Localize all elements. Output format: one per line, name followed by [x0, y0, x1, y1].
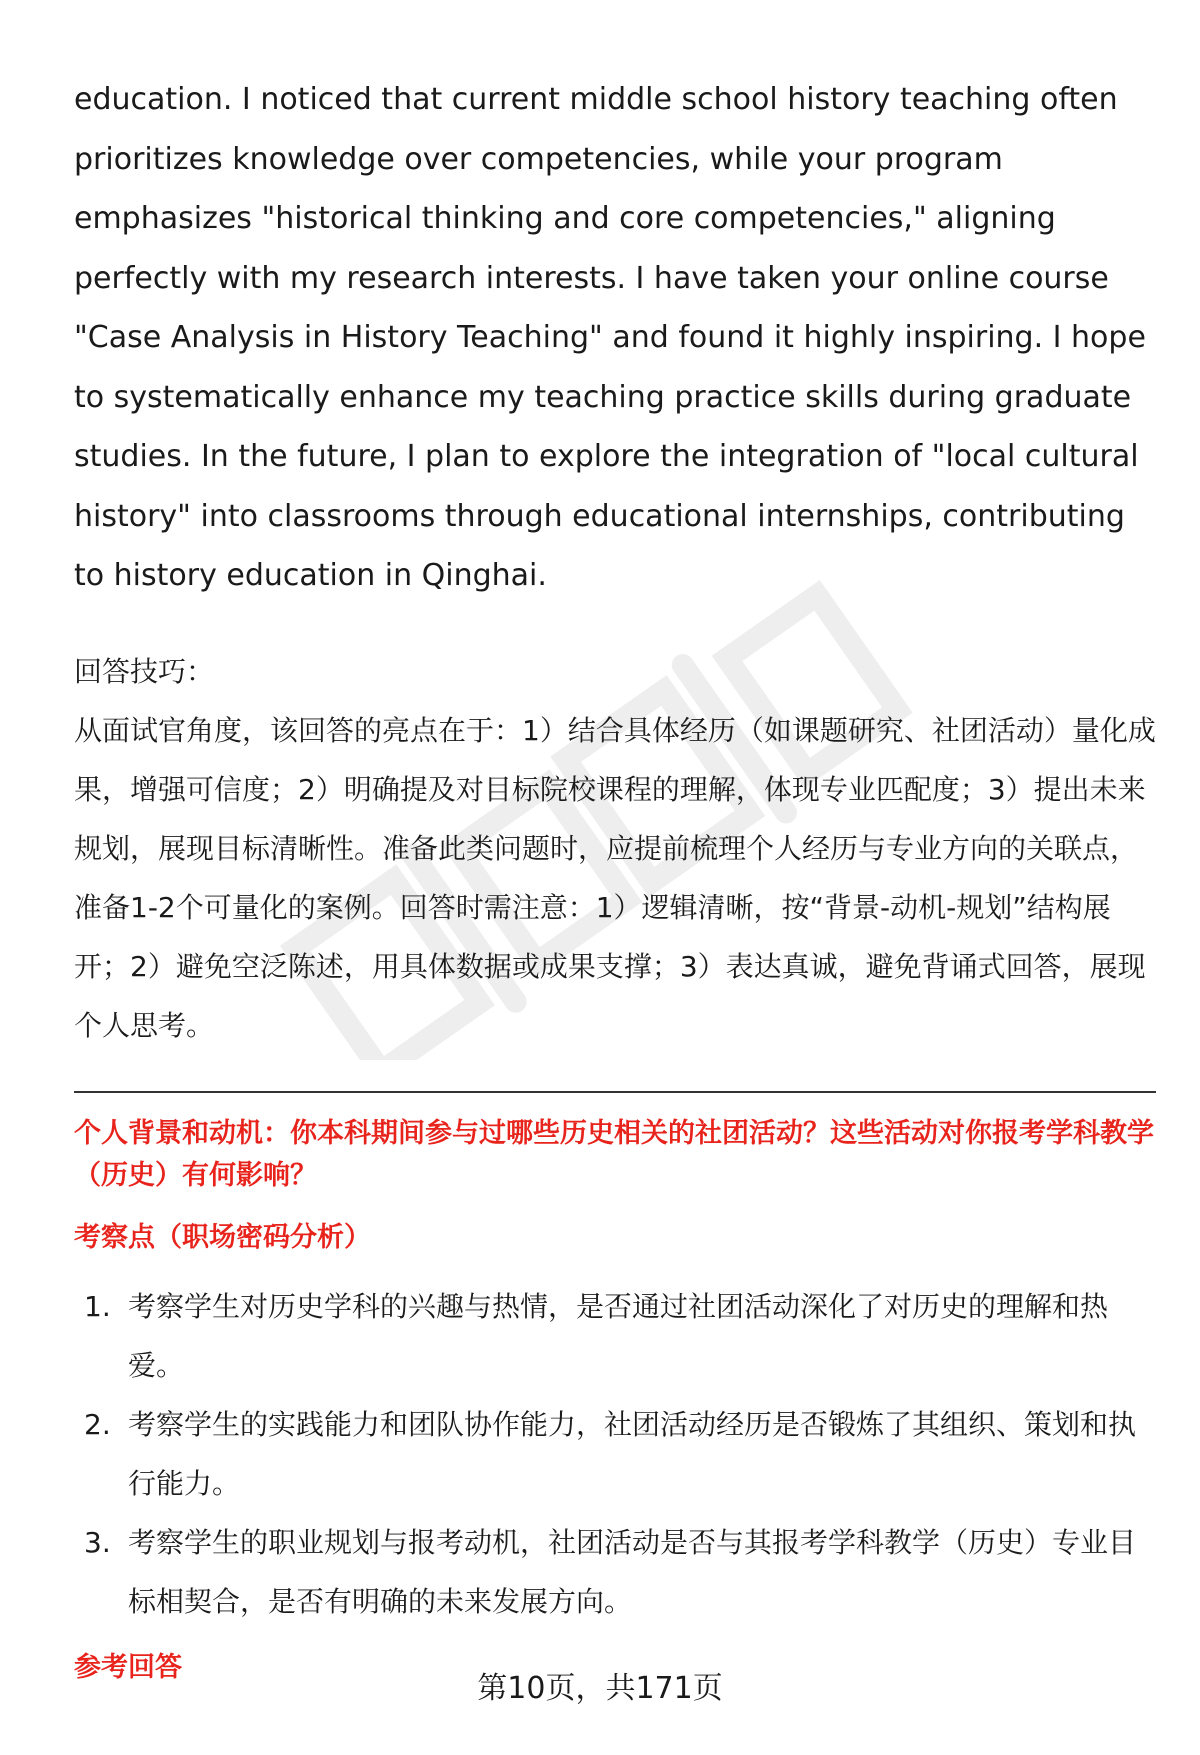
- english-answer-paragraph: education. I noticed that current middle school history teaching often prioritizes knowledge over competencies, while your program emphasizes "historical thinking and core competencies," aligning perfectly with my research interests. I have taken your online course "Case Analysis in History Teaching" and found it highly inspiring. I hope to systematically enhance my teaching practice skills during graduate studies. In the future, I plan to explore the integration of "local cultural history" into classrooms through educational internships, contributing to history education in Qinghai.: [74, 82, 1146, 593]
- assessment-title: 考察点（职场密码分析）: [74, 1221, 371, 1253]
- list-item: [74, 1513, 1156, 1631]
- assessment-list: [74, 1277, 1156, 1631]
- section-divider: [74, 1091, 1156, 1093]
- page-number-footer: 第10页，共171页: [477, 1671, 723, 1706]
- tips-body: 从面试官角度，该回答的亮点在于：1）结合具体经历（如课题研究、社团活动）量化成果，增强可信度；2）明确提及对目标院校课程的理解，体现专业匹配度；3）提出未来规划，展现目标清晰性。准备此类问题时，应提前梳理个人经历与专业方向的关联点，准备1-2个可量化的案例。回答时需注意：1）逻辑清晰，按“背景-动机-规划”结构展开；2）避免空泛陈述，用具体数据或成果支撑；3）表达真诚，避免背诵式回答，展现个人思考。: [74, 713, 1156, 1042]
- reference-answer-title: 参考回答: [74, 1651, 182, 1683]
- list-item: [74, 1395, 1156, 1513]
- list-item-number: 1.: [84, 1289, 111, 1323]
- interview-question: 个人背景和动机：你本科期间参与过哪些历史相关的社团活动？这些活动对你报考学科教学（历史）有何影响？: [74, 1117, 1154, 1191]
- list-item-number: 2.: [84, 1407, 111, 1441]
- list-item-number: 3.: [84, 1525, 111, 1559]
- list-item-text: 考察学生对历史学科的兴趣与热情，是否通过社团活动深化了对历史的理解和热爱。: [128, 1289, 1109, 1382]
- document-page: [74, 70, 1156, 1689]
- list-item: [74, 1277, 1156, 1395]
- list-item-text: 考察学生的职业规划与报考动机，社团活动是否与其报考学科教学（历史）专业目标相契合，是否有明确的未来发展方向。: [128, 1525, 1137, 1618]
- tips-label: 回答技巧：: [74, 654, 215, 688]
- list-item-text: 考察学生的实践能力和团队协作能力，社团活动经历是否锻炼了其组织、策划和执行能力。: [128, 1407, 1137, 1500]
